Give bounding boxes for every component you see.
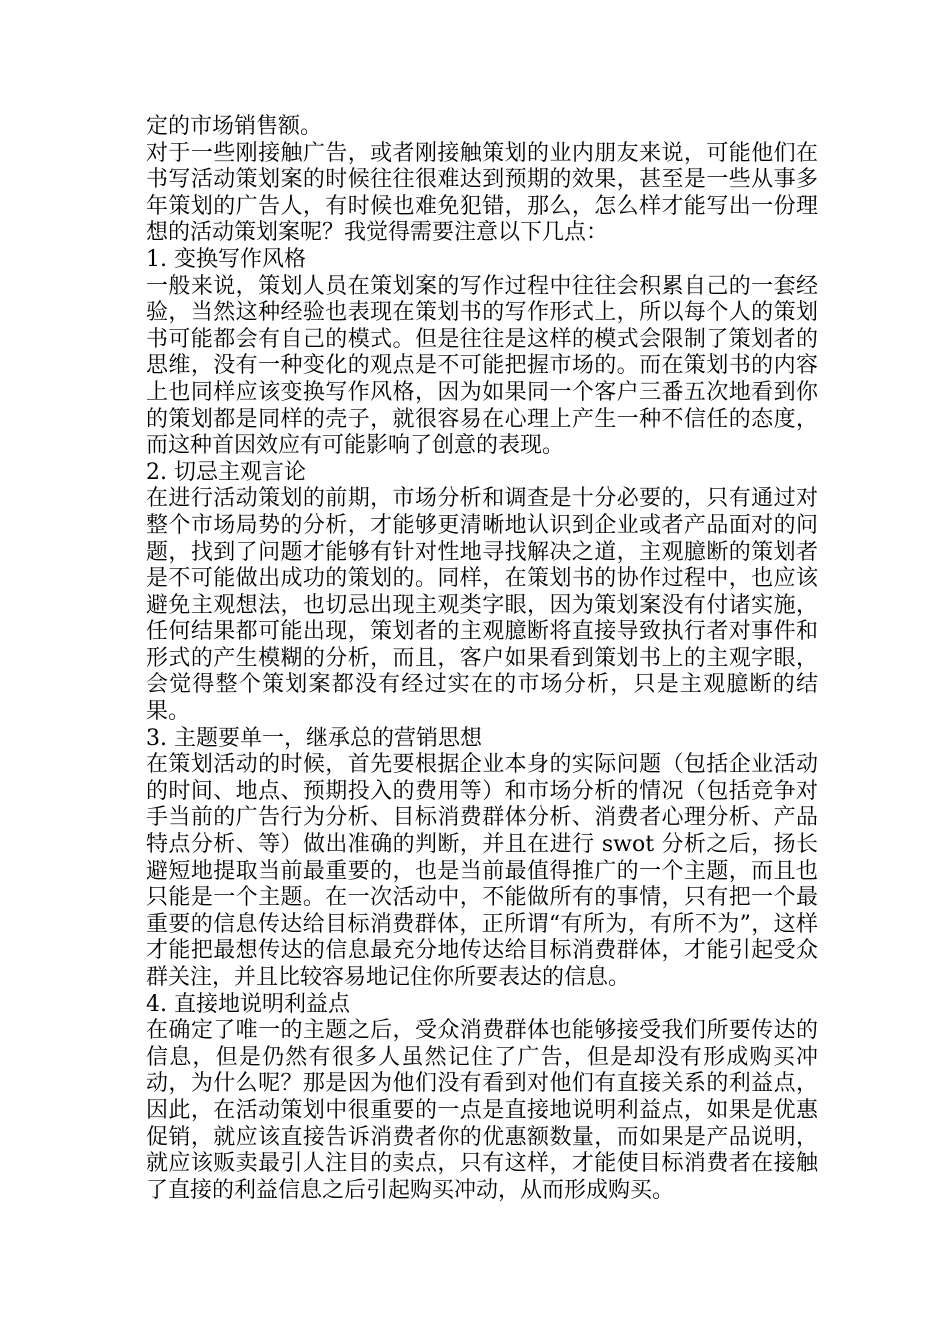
paragraph-continuation: 定的市场销售额。 — [146, 114, 323, 139]
section-body-4: 在确定了唯一的主题之后，受众消费群体也能够接受我们所要传达的信息，但是仍然有很多人虽然记住了广告，但是却没有形成购买冲动，为什么呢？那是因为他们没有看到对他们有直接关系的利益点，因此，在活动策划中很重要的一点是直接地说明利益点，如果是优惠促销，就应该直接告诉消费者你的优惠额数量，而如果是产品说明，就应该贩卖最引人注目的卖点，只有这样，才能使目标消费者在接触了直接的利益信息之后引起购买冲动，从而形成购买。 — [146, 1018, 818, 1203]
section-body-3: 在策划活动的时候，首先要根据企业本身的实际问题（包括企业活动的时间、地点、预期投入的费用等）和市场分析的情况（包括竞争对手当前的广告行为分析、目标消费群体分析、消费者心理分析、产品特点分析、等）做出准确的判断，并且在进行 swot 分析之后，扬长避短地提取当前最重要的，也是当前最值得推广的一个主题，而且也只能是一个主题。在一次活动中，不能做所有的事情，只有把一个最重要的信息传达给目标消费群体，正所谓“有所为，有所不为”，这样才能把最想传达的信息最充分地传达给目标消费群体，才能引起受众群关注，并且比较容易地记住你所要表达的信息。 — [146, 752, 818, 990]
section-heading-3: 3. 主题要单一，继承总的营销思想 — [146, 725, 482, 751]
section-heading-4: 4. 直接地说明利益点 — [146, 991, 350, 1017]
section-heading-2: 2. 切忌主观言论 — [146, 459, 306, 485]
section-body-1: 一般来说，策划人员在策划案的写作过程中往往会积累自己的一套经验，当然这种经验也表现在策划书的写作形式上，所以每个人的策划书可能都会有自己的模式。但是往往是这样的模式会限制了策划者的思维，没有一种变化的观点是不可能把握市场的。而在策划书的内容上也同样应该变换写作风格，因为如果同一个客户三番五次地看到你的策划都是同样的壳子，就很容易在心理上产生一种不信任的态度，而这种首因效应有可能影响了创意的表现。 — [146, 273, 818, 459]
document-body — [146, 114, 818, 1204]
paragraph-intro: 对于一些刚接触广告，或者刚接触策划的业内朋友来说，可能他们在书写活动策划案的时候往往很难达到预期的效果，甚至是一些从事多年策划的广告人，有时候也难免犯错，那么，怎么样才能写出一份理想的活动策划案呢？我觉得需要注意以下几点： — [146, 140, 818, 246]
section-body-2: 在进行活动策划的前期，市场分析和调查是十分必要的，只有通过对整个市场局势的分析，才能够更清晰地认识到企业或者产品面对的问题，找到了问题才能够有针对性地寻找解决之道，主观臆断的策划者是不可能做出成功的策划的。同样，在策划书的协作过程中，也应该避免主观想法，也切忌出现主观类字眼，因为策划案没有付诸实施，任何结果都可能出现，策划者的主观臆断将直接导致执行者对事件和形式的产生模糊的分析，而且，客户如果看到策划书上的主观字眼，会觉得整个策划案都没有经过实在的市场分析，只是主观臆断的结果。 — [146, 486, 818, 725]
section-heading-1: 1. 变换写作风格 — [146, 246, 306, 272]
